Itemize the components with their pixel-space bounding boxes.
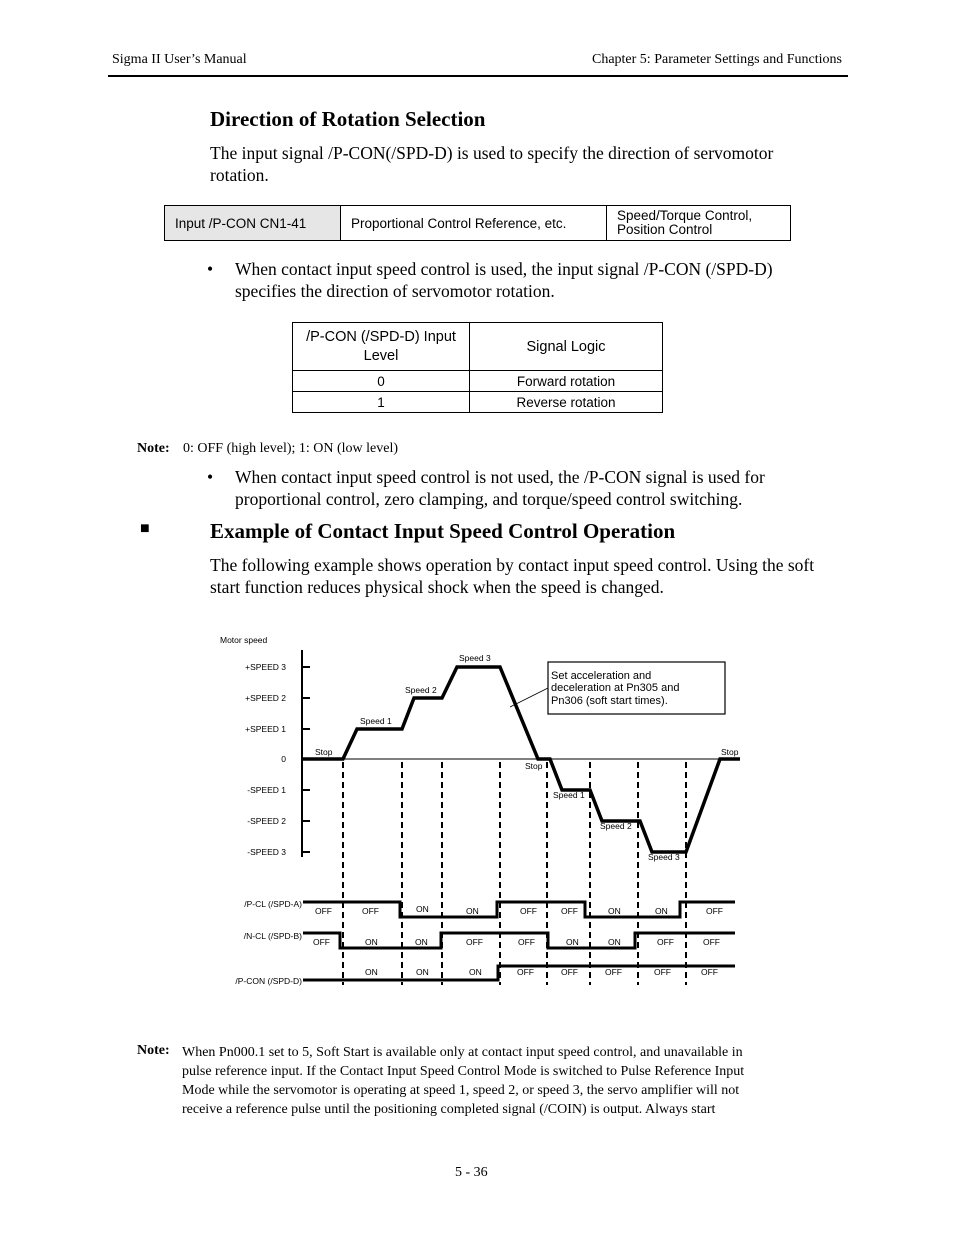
logic-cell: Forward rotation <box>470 371 663 392</box>
signal-state: OFF <box>657 937 674 947</box>
signal-cell: Input /P-CON CN1-41 <box>165 206 341 241</box>
signal-state: ON <box>608 937 621 947</box>
signal-state: OFF <box>561 906 578 916</box>
signal-table <box>164 205 791 241</box>
signal-state: OFF <box>605 967 622 977</box>
signal-state: ON <box>365 967 378 977</box>
logic-header: Signal Logic <box>470 323 663 371</box>
callout-leader <box>510 688 548 707</box>
note-text: 0: OFF (high level); 1: ON (low level) <box>183 441 399 456</box>
signal-state: OFF <box>561 967 578 977</box>
logic-cell: 1 <box>293 392 470 413</box>
y-tick-label: +SPEED 3 <box>245 662 286 672</box>
section-title: Direction of Rotation Selection <box>210 107 486 131</box>
note-line: pulse reference input. If the Contact Input Speed Control Mode is switched to Pulse Reference Input <box>182 1064 745 1079</box>
segment-label: Stop <box>315 747 333 757</box>
signal-state: ON <box>608 906 621 916</box>
note-line: When Pn000.1 set to 5, Soft Start is available only at contact input speed control, and unavailable in <box>182 1045 743 1060</box>
note-body <box>182 1043 822 1119</box>
intro-text: The input signal /P-CON(/SPD-D) is used to specify the direction of servomotor rotation. <box>210 143 774 185</box>
intro-text: The following example shows operation by contact input speed control. Using the soft start function reduces physical shock when the speed is changed. <box>210 555 815 597</box>
signal-state: OFF <box>517 967 534 977</box>
header-right: Chapter 5: Parameter Settings and Functions <box>591 52 842 67</box>
signal-state: OFF <box>654 967 671 977</box>
signal-state: ON <box>655 906 668 916</box>
logic-header: /P-CON (/SPD-D) Input Level <box>293 323 470 371</box>
signal-state: OFF <box>313 937 330 947</box>
segment-label: Stop <box>525 761 543 771</box>
signal-state: OFF <box>362 906 379 916</box>
signal-state: OFF <box>315 906 332 916</box>
callout-text: deceleration at Pn305 and <box>551 682 680 694</box>
y-tick-label: +SPEED 2 <box>245 693 286 703</box>
signal-state: ON <box>469 967 482 977</box>
signal-name: /P-CL (/SPD-A) <box>244 899 302 909</box>
note-line: Mode while the servomotor is operating at speed 1, speed 2, or speed 3, the servo amplifier will not <box>182 1083 740 1098</box>
signal-state: ON <box>416 904 429 914</box>
signal-name: /N-CL (/SPD-B) <box>243 931 302 941</box>
segment-label: Speed 2 <box>405 685 437 695</box>
bullet: • <box>207 259 214 279</box>
segment-label: Speed 3 <box>459 653 491 663</box>
signal-state: ON <box>566 937 579 947</box>
signal-state: OFF <box>520 906 537 916</box>
signal-name: /P-CON (/SPD-D) <box>235 976 302 986</box>
signal-state: ON <box>415 937 428 947</box>
note-label: Note: <box>137 441 170 456</box>
signal-cell: Speed/Torque Control, Position Control <box>607 206 791 241</box>
note-line: receive a reference pulse until the positioning completed signal (/COIN) is output. Always start <box>182 1102 716 1117</box>
signal-state: ON <box>416 967 429 977</box>
signal-state: OFF <box>703 937 720 947</box>
segment-label: Stop <box>721 747 739 757</box>
bullet-text: When contact input speed control is not used, the /P-CON signal is used for proportional control, zero clamping, and torque/speed control switching. <box>235 467 765 509</box>
y-tick-label: +SPEED 1 <box>245 724 286 734</box>
speed-timing-diagram <box>210 625 750 1000</box>
segment-label: Speed 2 <box>600 821 632 831</box>
header-rule <box>108 75 848 77</box>
signal-state: ON <box>365 937 378 947</box>
y-axis-title: Motor speed <box>220 635 268 645</box>
callout-text: Pn306 (soft start times). <box>551 695 668 707</box>
segment-label: Speed 3 <box>648 852 680 862</box>
section-title: Example of Contact Input Speed Control Operation <box>210 519 676 543</box>
logic-table <box>292 322 663 413</box>
y-tick-label: -SPEED 2 <box>247 816 286 826</box>
signal-cell: Proportional Control Reference, etc. <box>341 206 607 241</box>
note-label: Note: <box>137 1043 170 1058</box>
signal-state: OFF <box>466 937 483 947</box>
signal-state: ON <box>466 906 479 916</box>
bullet: • <box>207 467 214 487</box>
logic-cell: 0 <box>293 371 470 392</box>
signal-state: OFF <box>706 906 723 916</box>
signal-state: OFF <box>518 937 535 947</box>
y-tick-label: -SPEED 3 <box>247 847 286 857</box>
y-tick-label: 0 <box>281 754 286 764</box>
segment-label: Speed 1 <box>553 790 585 800</box>
logic-cell: Reverse rotation <box>470 392 663 413</box>
callout-text: Set acceleration and <box>551 670 652 682</box>
page-number: 5 - 36 <box>455 1165 488 1180</box>
square-bullet-icon: ■ <box>140 520 150 537</box>
header-left: Sigma II User’s Manual <box>112 52 247 67</box>
segment-label: Speed 1 <box>360 716 392 726</box>
signal-state: OFF <box>701 967 718 977</box>
y-tick-label: -SPEED 1 <box>247 785 286 795</box>
bullet-text: When contact input speed control is used, the input signal /P-CON (/SPD-D) specifies the direction of servomotor rotation. <box>235 259 773 301</box>
